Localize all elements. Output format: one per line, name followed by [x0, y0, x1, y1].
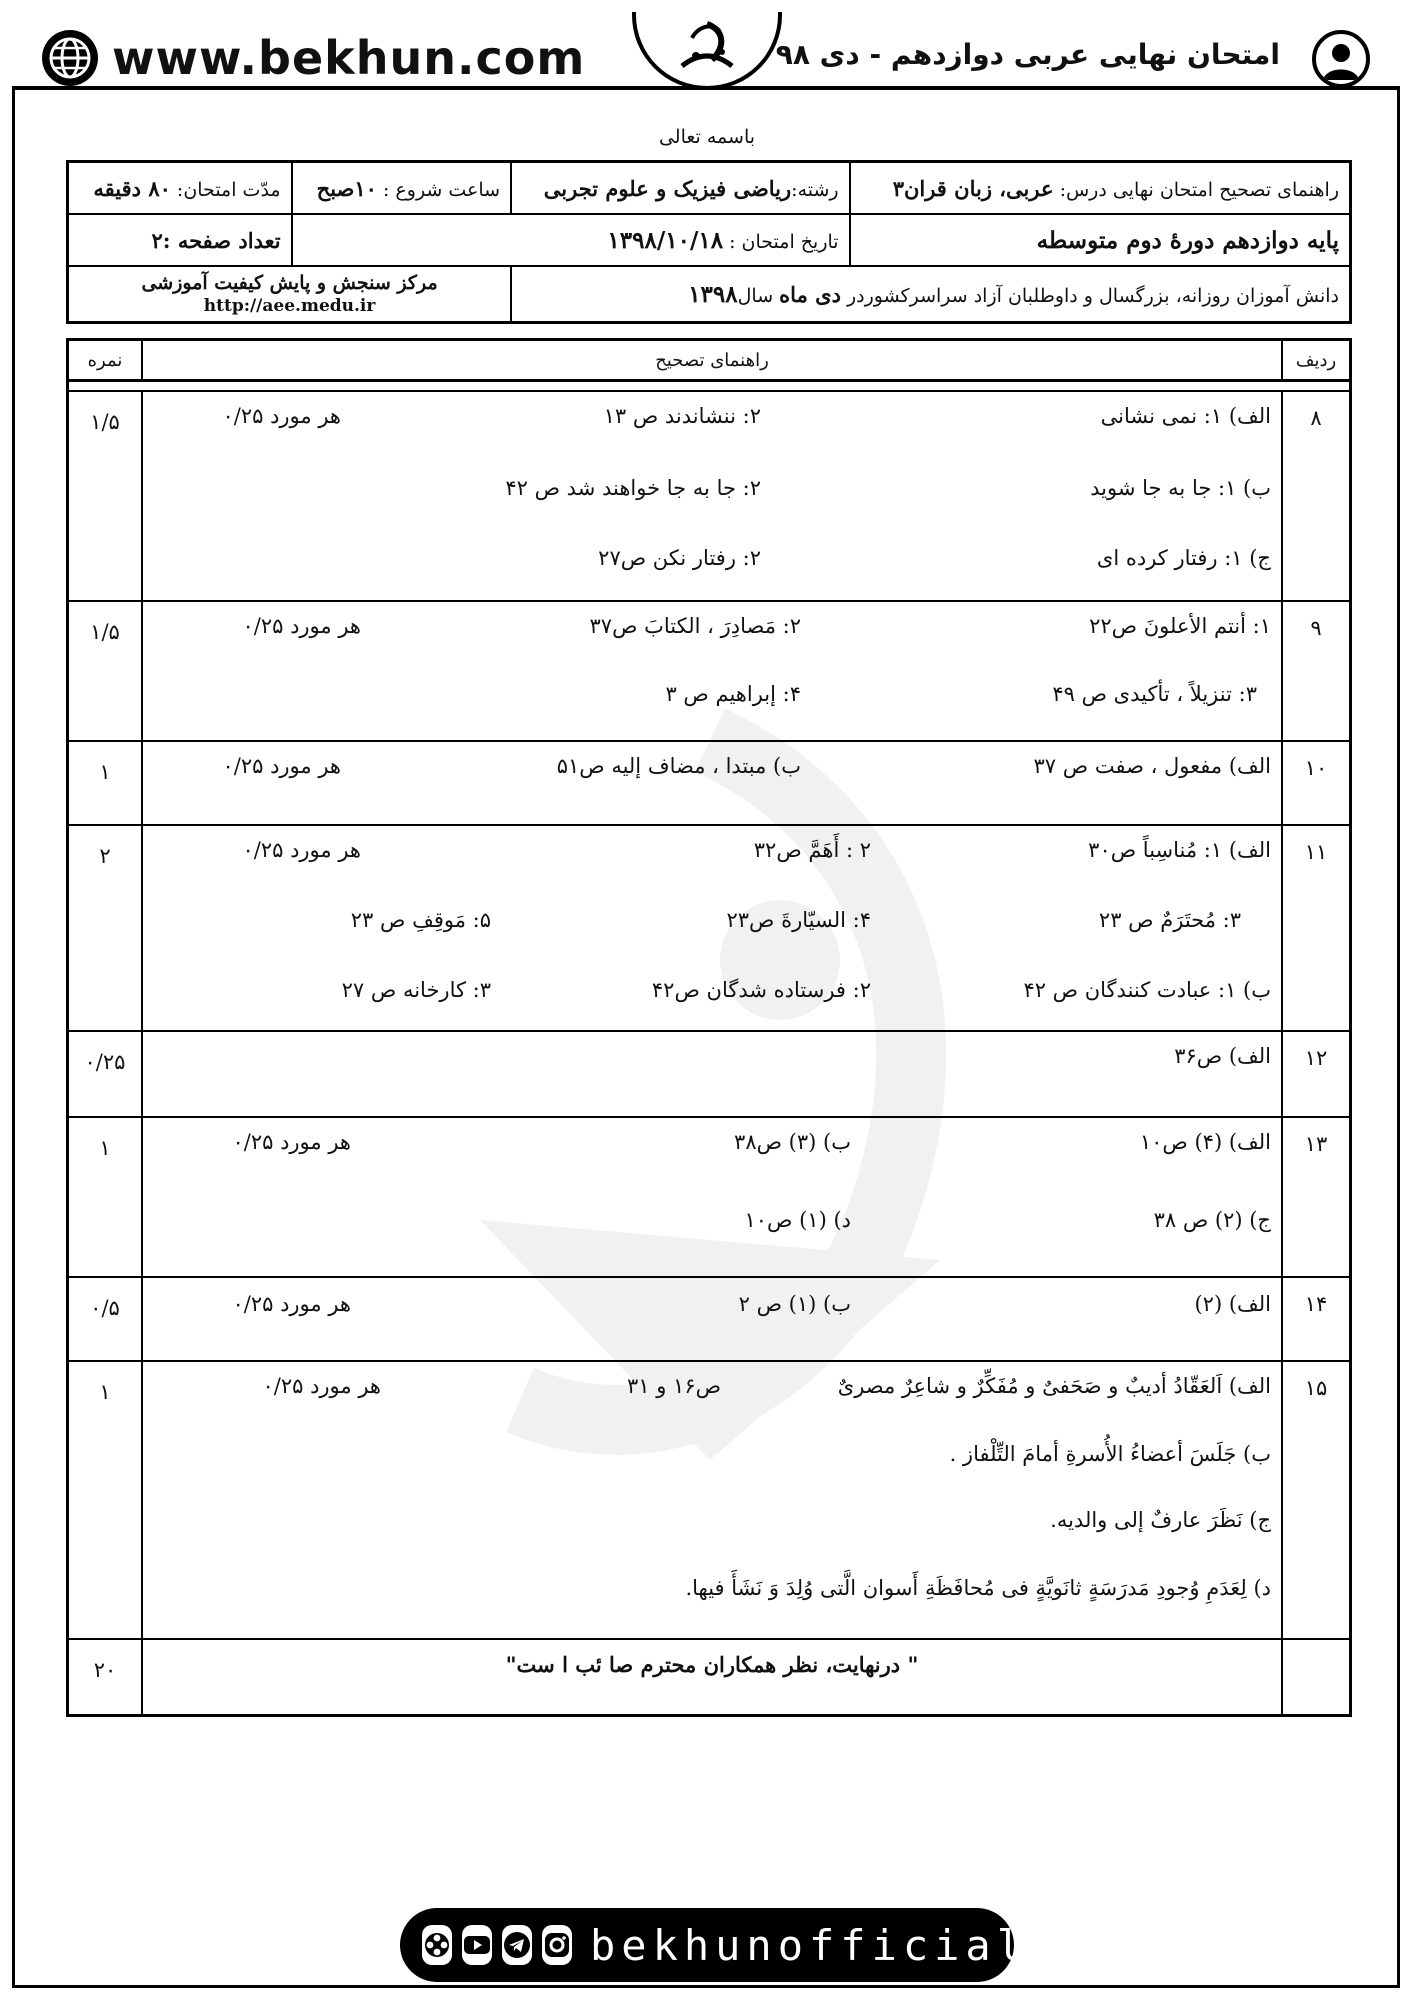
globe-icon [42, 30, 98, 86]
answer-cell: ۱: أنتم الأعلونَ ص۲۲ ۲: مَصادِرَ ، الکتابَ ص۳۷ هر مورد ۰/۲۵ ۳: تنزیلاً ، تأکیدی ص ۴۹ ۴: إبراهیم ص ۳ [142, 601, 1282, 741]
row-number: ۱۵ [1282, 1361, 1351, 1639]
row-number: ۹ [1282, 601, 1351, 741]
answer-cell: الف) (۲) ب) (۱) ص ۲ هر مورد ۰/۲۵ [142, 1277, 1282, 1361]
start-time-cell: ساعت شروع : ۱۰صبح [292, 162, 512, 215]
site-link[interactable] [42, 30, 585, 86]
answer-cell: الف) اَلعَقّادُ أدیبٌ و صَحَفیٌ و مُفَکِّرٌ و شاعِرٌ مصریٌ ص۱۶ و ۳۱ هر مورد ۰/۲۵ ب) جَلَسَ أعضاءُ الأُسرةِ أمامَ التِّلْفاز . ج) نَظَرَ عارفٌ إلی والدیه. د) لِعَدَمِ وُجودِ مَدرَسَةٍ ثانَویَّةٍ فی مُحافَظَةِ أَسوان الَّتی وُلِدَ وَ نَشَأَ فیها. [142, 1361, 1282, 1639]
row-number: ۱۴ [1282, 1277, 1351, 1361]
user-icon[interactable] [1312, 30, 1370, 88]
question-row-11 [68, 825, 1351, 1031]
social-footer [400, 1908, 1029, 1982]
question-row-9 [68, 601, 1351, 741]
row-number: ۱۱ [1282, 825, 1351, 1031]
telegram-icon[interactable] [502, 1925, 532, 1965]
bismillah: باسمه تعالی [658, 126, 756, 148]
question-row-8 [68, 391, 1351, 601]
aparat-icon[interactable] [422, 1925, 452, 1965]
exam-title: امتحان نهایی عربی دوازدهم - دی ۹۸ [775, 38, 1280, 71]
final-note: " درنهایت، نظر همکاران محترم صا ئب ا ست" [142, 1639, 1282, 1715]
row-number: ۱۳ [1282, 1117, 1351, 1277]
answer-cell: الف) (۴) ص۱۰ ب) (۳) ص۳۸ هر مورد ۰/۲۵ ج) (۲) ص ۳۸ د) (۱) ص۱۰ [142, 1117, 1282, 1277]
row-number: ۱۰ [1282, 741, 1351, 825]
duration-cell: مدّت امتحان: ۸۰ دقیقه [68, 162, 292, 215]
score: ۰/۵ [68, 1277, 143, 1361]
col-row-header: ردیف [1282, 340, 1351, 381]
question-row-13 [68, 1117, 1351, 1277]
row-number: ۸ [1282, 391, 1351, 601]
grade-cell: پایه دوازدهم دورۀ دوم متوسطه [850, 214, 1351, 266]
exam-header-table [66, 160, 1352, 324]
col-score-header: نمره [68, 340, 143, 381]
score: ۱/۵ [68, 391, 143, 601]
final-row [68, 1639, 1351, 1715]
field-cell: رشته:ریاضی فیزیک و علوم تجربی [511, 162, 850, 215]
answer-cell: الف) ۱: مُناسِباً ص۳۰ ۲ : أَهَمَّ ص۳۲ هر مورد ۰/۲۵ ۳: مُحتَرَمٌ ص ۲۳ ۴: السیّارةَ ص۲۳ ۵: مَوقِفِ ص ۲۳ ب) ۱: عبادت کنندگان ص ۴۲ ۲: فرستاده شدگان ص۴۲ ۳: کارخانه ص ۲۷ [142, 825, 1282, 1031]
score: ۱/۵ [68, 601, 143, 741]
score: ۰/۲۵ [68, 1031, 143, 1117]
score: ۱ [68, 741, 143, 825]
question-row-14 [68, 1277, 1351, 1361]
score: ۱ [68, 1117, 143, 1277]
question-row-15 [68, 1361, 1351, 1639]
score: ۱ [68, 1361, 143, 1639]
date-cell: تاریخ امتحان : ۱۳۹۸/۱۰/۱۸ [292, 214, 850, 266]
row-number: ۱۲ [1282, 1031, 1351, 1117]
course-cell: راهنمای تصحیح امتحان نهایی درس: عربی، زبان قران۳ [850, 162, 1351, 215]
answer-cell: الف) ص۳۶ [142, 1031, 1282, 1117]
answer-cell: الف) ۱: نمی نشانی ۲: ننشاندند ص ۱۳ هر مورد ۰/۲۵ ب) ۱: جا به جا شوید ۲: جا به جا خواهند شد ص ۴۲ ج) ۱: رفتار کرده ای ۲: رفتار نکن ص۲۷ [142, 391, 1282, 601]
question-row-12 [68, 1031, 1351, 1117]
center-url[interactable]: http://aee.medu.ir [203, 295, 376, 316]
question-row-10 [68, 741, 1351, 825]
total-score: ۲۰ [68, 1639, 143, 1715]
score: ۲ [68, 825, 143, 1031]
site-url: www.bekhun.com [112, 31, 586, 85]
book-pen-icon [662, 16, 752, 82]
center-cell: مرکز سنجش و پایش کیفیت آموزشی http://aee.medu.ir [68, 266, 512, 323]
instagram-icon[interactable] [542, 1925, 572, 1965]
youtube-icon[interactable] [462, 1925, 492, 1965]
answer-cell: الف) مفعول ، صفت ص ۳۷ ب) مبتدا ، مضاف إلیه ص۵۱ هر مورد ۰/۲۵ [142, 741, 1282, 825]
pages-cell: تعداد صفحه :۲ [68, 214, 292, 266]
footer-handle[interactable]: bekhunofficial [590, 1920, 1029, 1970]
col-guide-header: راهنمای تصحیح [142, 340, 1282, 381]
answer-key-table [66, 338, 1352, 1717]
audience-cell: دانش آموزان روزانه، بزرگسال و داوطلبان آزاد سراسرکشوردر دی ماه سال۱۳۹۸ [511, 266, 1350, 323]
